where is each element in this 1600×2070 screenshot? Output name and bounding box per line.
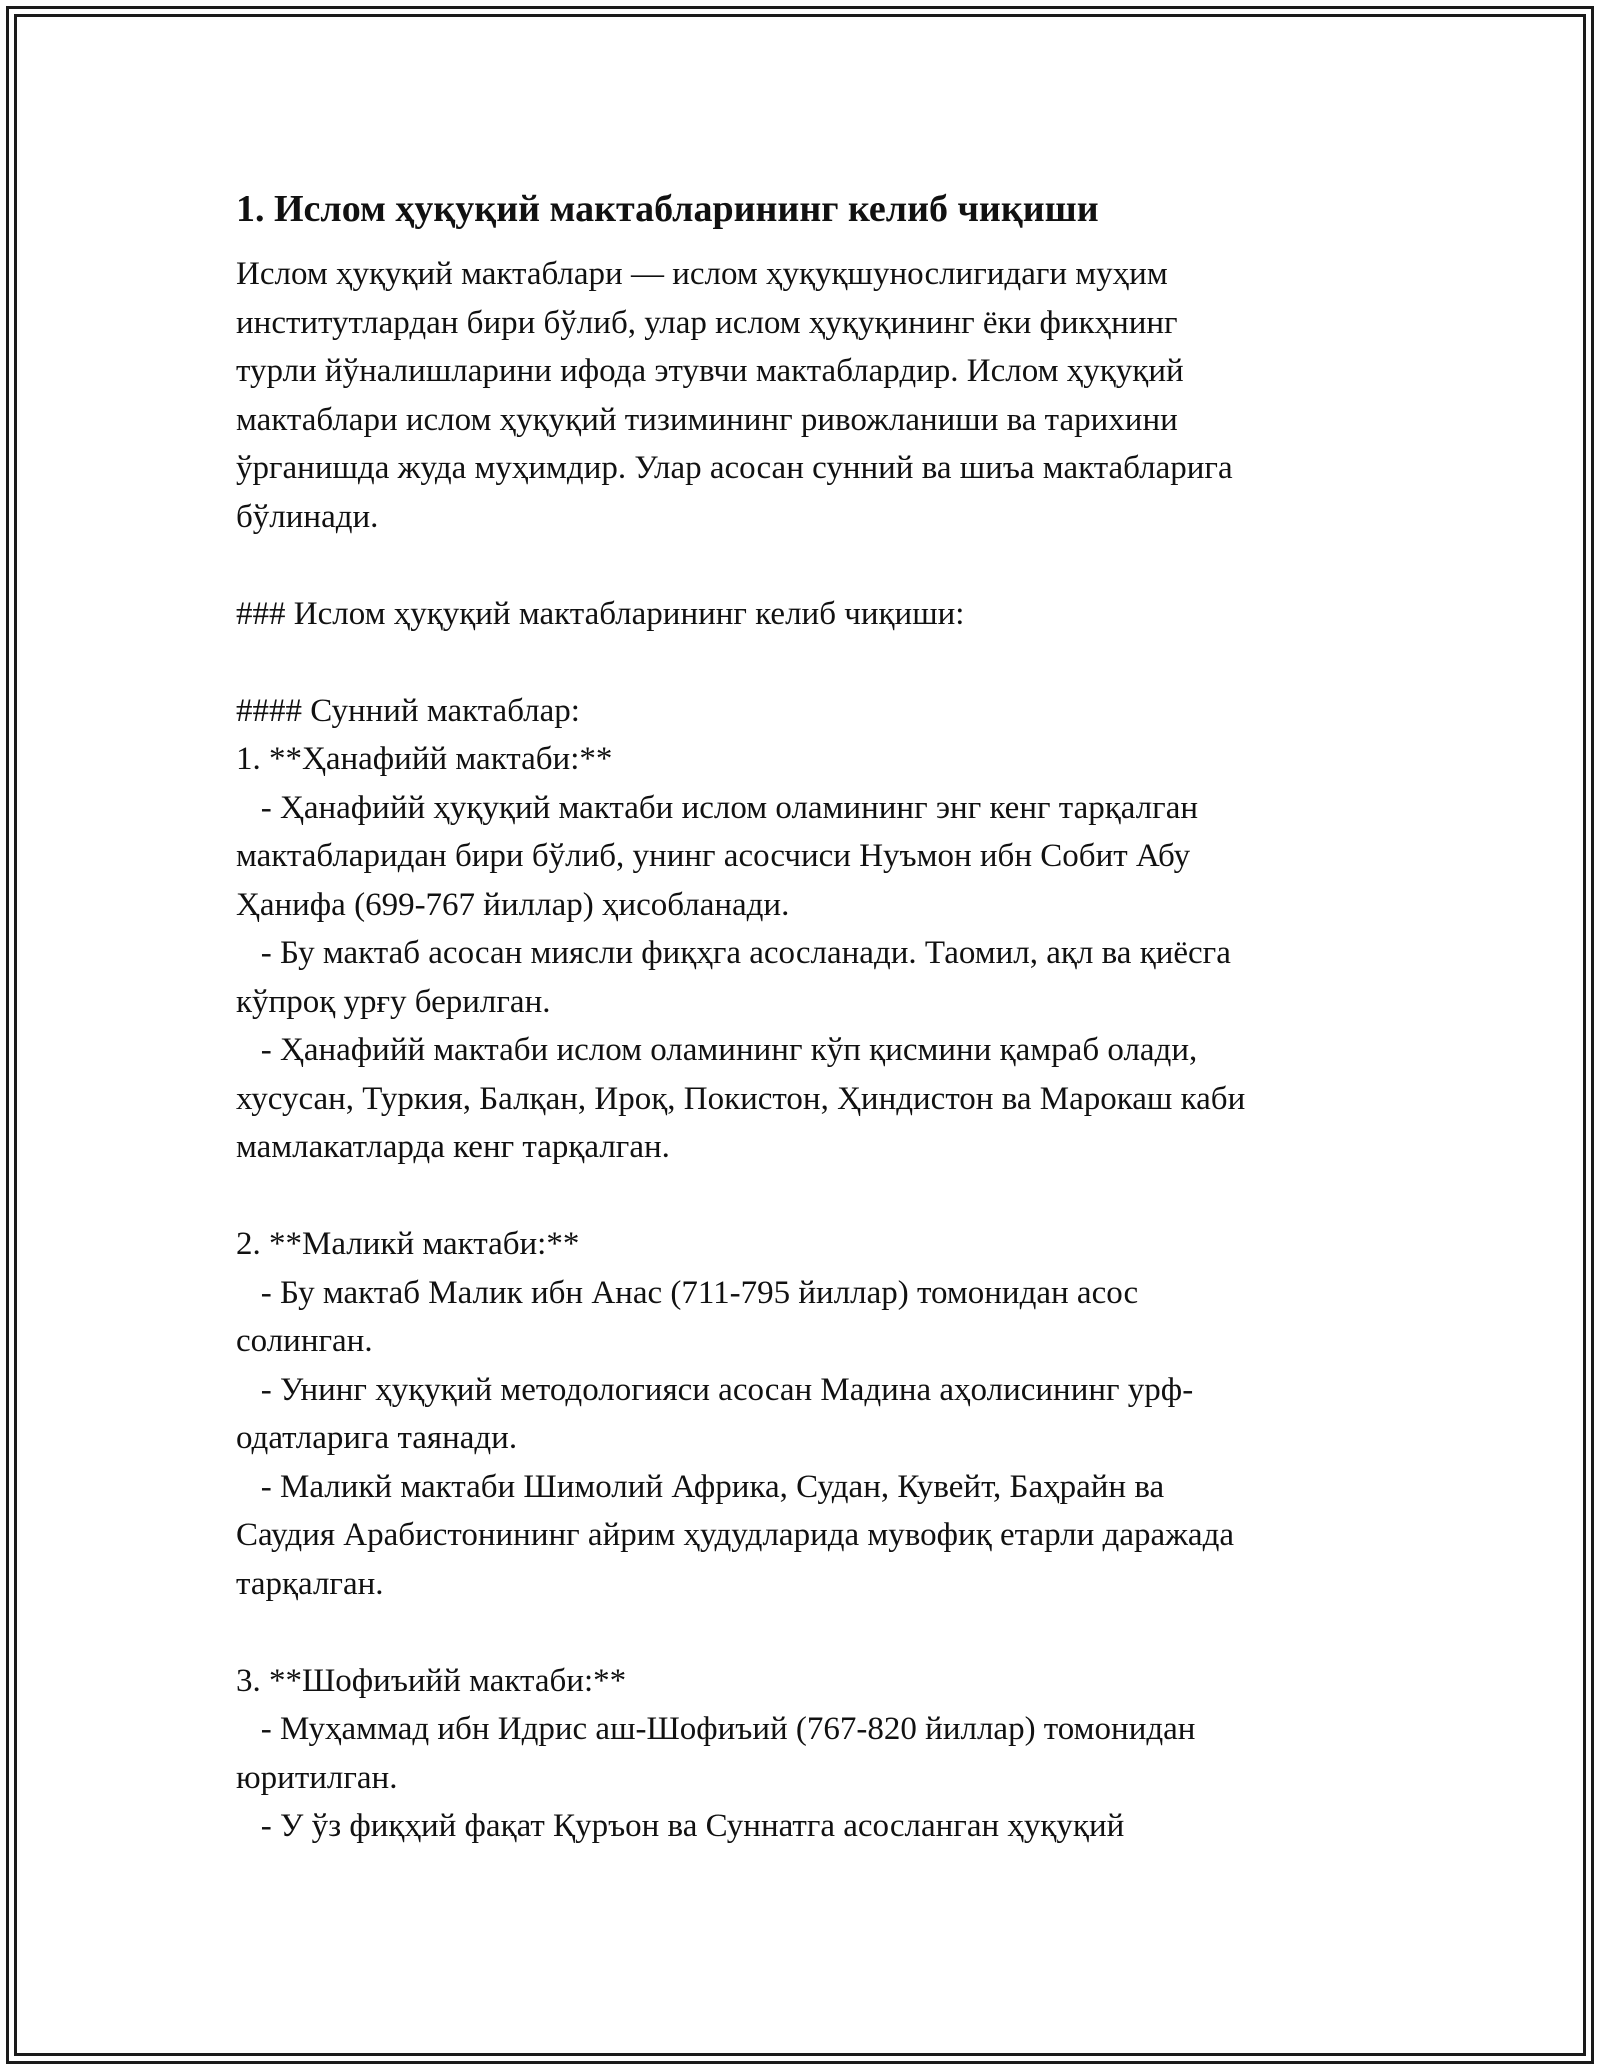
text-block <box>236 250 1386 541</box>
text-block <box>236 1220 1386 1608</box>
text-line: Ҳанифа (699-767 йиллар) ҳисобланади. <box>236 886 790 923</box>
text-line: мамлакатларда кенг тарқалган. <box>236 1129 670 1165</box>
text-block <box>236 687 1386 1172</box>
text-line: - Маликй мактаби Шимолий Африка, Судан, Кувейт, Баҳрайн ва <box>236 1468 1165 1505</box>
text-line: - У ўз фиқҳий фақат Қуръон ва Суннатга асосланган ҳуқуқий <box>236 1808 1125 1844</box>
text-block <box>236 590 1386 639</box>
paragraph-gap <box>236 1172 1386 1221</box>
paragraph-gap <box>236 1608 1386 1657</box>
text-line: кўпроқ урғу берилган. <box>236 983 551 1020</box>
text-line: бўлинади. <box>236 498 379 535</box>
text-line: ### Ислом ҳуқуқий мактабларининг келиб чиқиши: <box>236 595 965 632</box>
paragraph-gap <box>236 541 1386 590</box>
paragraph-gap <box>236 638 1386 687</box>
text-line: одатларига таянади. <box>236 1420 518 1456</box>
text-block <box>236 1657 1386 1851</box>
text-line: - Бу мактаб асосан миясли фиқҳга асосланади. Таомил, ақл ва қиёсга <box>236 935 1231 971</box>
text-line: 3. **Шофиъийй мактаби:** <box>236 1662 627 1699</box>
text-line: #### Сунний мактаблар: <box>236 692 580 729</box>
text-line: тарқалган. <box>236 1565 384 1602</box>
text-line: турли йўналишларини ифода этувчи мактаблардир. Ислом ҳуқуқий <box>236 353 1184 389</box>
text-line: Саудия Арабистонининг айрим ҳудудларида мувофиқ етарли даражада <box>236 1517 1235 1553</box>
text-line: - Бу мактаб Малик ибн Анас (711-795 йиллар) томонидан асос <box>236 1274 1139 1311</box>
text-line: - Ҳанафийй мактаби ислом оламининг кўп қисмини қамраб олади, <box>236 1032 1198 1068</box>
text-line: юритилган. <box>236 1759 398 1796</box>
text-line: - Муҳаммад ибн Идрис аш-Шофиъий (767-820 йиллар) томонидан <box>236 1711 1196 1747</box>
text-line: институтлардан бири бўлиб, улар ислом ҳуқуқининг ёки фикҳнинг <box>236 304 1178 341</box>
document-body <box>236 250 1386 1851</box>
text-line: Ислом ҳуқуқий мактаблари — ислом ҳуқуқшунослигидаги муҳим <box>236 256 1168 292</box>
text-line: - Унинг ҳуқуқий методологияси асосан Мадина аҳолисининг урф- <box>236 1371 1194 1408</box>
text-line: хусусан, Туркия, Балқан, Ироқ, Покистон, Ҳиндистон ва Марокаш каби <box>236 1080 1246 1117</box>
text-line: солинган. <box>236 1323 373 1359</box>
text-line: 1. **Ҳанафийй мактаби:** <box>236 741 613 777</box>
document-title: 1. Ислом ҳуқуқий мактабларининг келиб чиқиши <box>236 188 1099 230</box>
text-line: мактабларидан бири бўлиб, унинг асосчиси Нуъмон ибн Собит Абу <box>236 838 1191 874</box>
text-line: - Ҳанафийй ҳуқуқий мактаби ислом оламининг энг кенг тарқалган <box>236 789 1199 826</box>
text-line: 2. **Маликй мактаби:** <box>236 1226 580 1262</box>
text-line: ўрганишда жуда муҳимдир. Улар асосан сунний ва шиъа мактабларига <box>236 450 1233 486</box>
document-page <box>236 184 1386 1851</box>
text-line: мактаблари ислом ҳуқуқий тизимининг ривожланиши ва тарихини <box>236 401 1178 438</box>
